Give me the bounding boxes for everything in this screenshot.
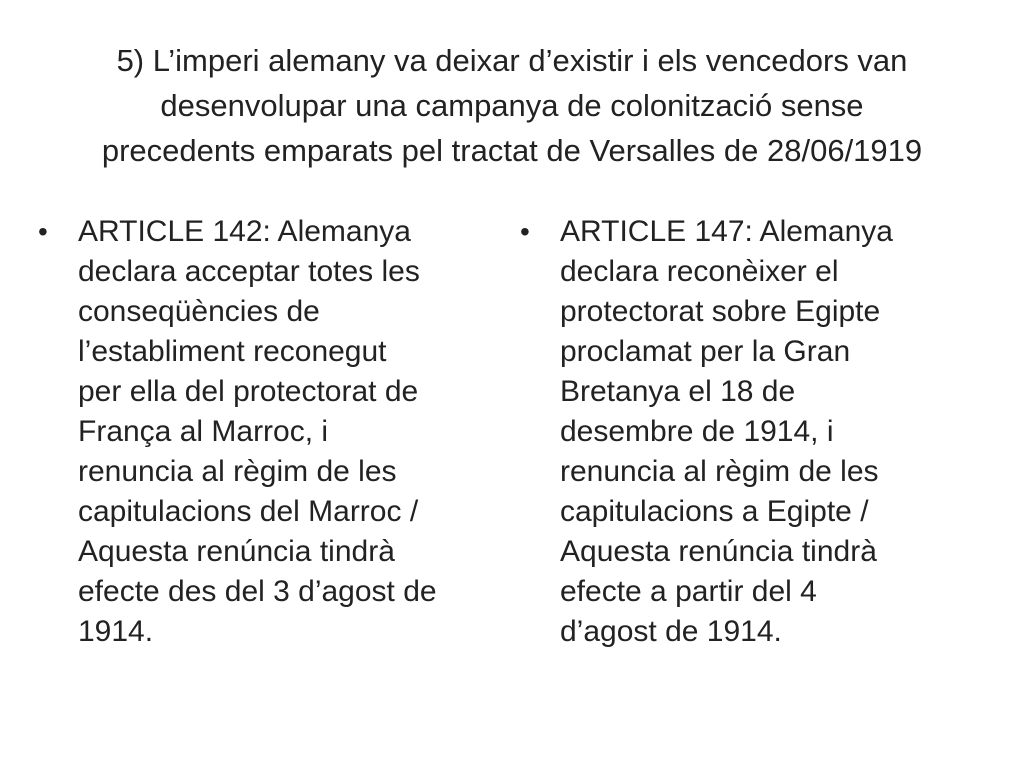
bullet-line: per ella del protectorat de [78, 375, 419, 408]
title-line: desenvolupar una campanya de colonització sense [160, 88, 864, 123]
bullet-text [560, 212, 960, 652]
bullet-line: efecte des del 3 d’agost de [78, 575, 437, 608]
bullet-line: capitulacions a Egipte / [560, 495, 869, 528]
bullet-line: conseqüències de [78, 295, 320, 328]
bullet-line: Aquesta renúncia tindrà [560, 535, 877, 568]
bullet-line: declara reconèixer el [560, 255, 839, 288]
title-line: precedents emparats pel tractat de Versalles de 28/06/1919 [101, 133, 923, 168]
article-147-bullet [520, 212, 960, 652]
bullet-line: l’establiment reconegut [78, 335, 387, 368]
title-line: 5) L’imperi alemany va deixar d’existir i els vencedors van [116, 43, 908, 78]
bullet-list [520, 212, 960, 652]
bullet-line: ARTICLE 147: Alemanya [560, 215, 893, 248]
article-142-bullet [38, 212, 478, 652]
slide-title [20, 38, 1004, 173]
bullet-line: renuncia al règim de les [78, 455, 397, 488]
right-column [520, 212, 960, 652]
bullet-line: França al Marroc, i [78, 415, 329, 448]
bullet-line: Bretanya el 18 de [560, 375, 796, 408]
bullet-line: 1914. [78, 615, 154, 648]
bullet-text [78, 212, 478, 652]
bullet-line: Aquesta renúncia tindrà [78, 535, 395, 568]
bullet-line: proclamat per la Gran [560, 335, 851, 368]
bullet-dot-icon: • [520, 216, 530, 247]
bullet-line: protectorat sobre Egipte [560, 295, 881, 328]
bullet-line: efecte a partir del 4 [560, 575, 817, 608]
bullet-list [38, 212, 478, 652]
left-column [38, 212, 478, 652]
bullet-line: declara acceptar totes les [78, 255, 420, 288]
bullet-dot-icon: • [38, 216, 48, 247]
bullet-line: capitulacions del Marroc / [78, 495, 419, 528]
bullet-line: ARTICLE 142: Alemanya [78, 215, 411, 248]
bullet-line: desembre de 1914, i [560, 415, 834, 448]
bullet-line: d’agost de 1914. [560, 615, 782, 648]
bullet-line: renuncia al règim de les [560, 455, 879, 488]
